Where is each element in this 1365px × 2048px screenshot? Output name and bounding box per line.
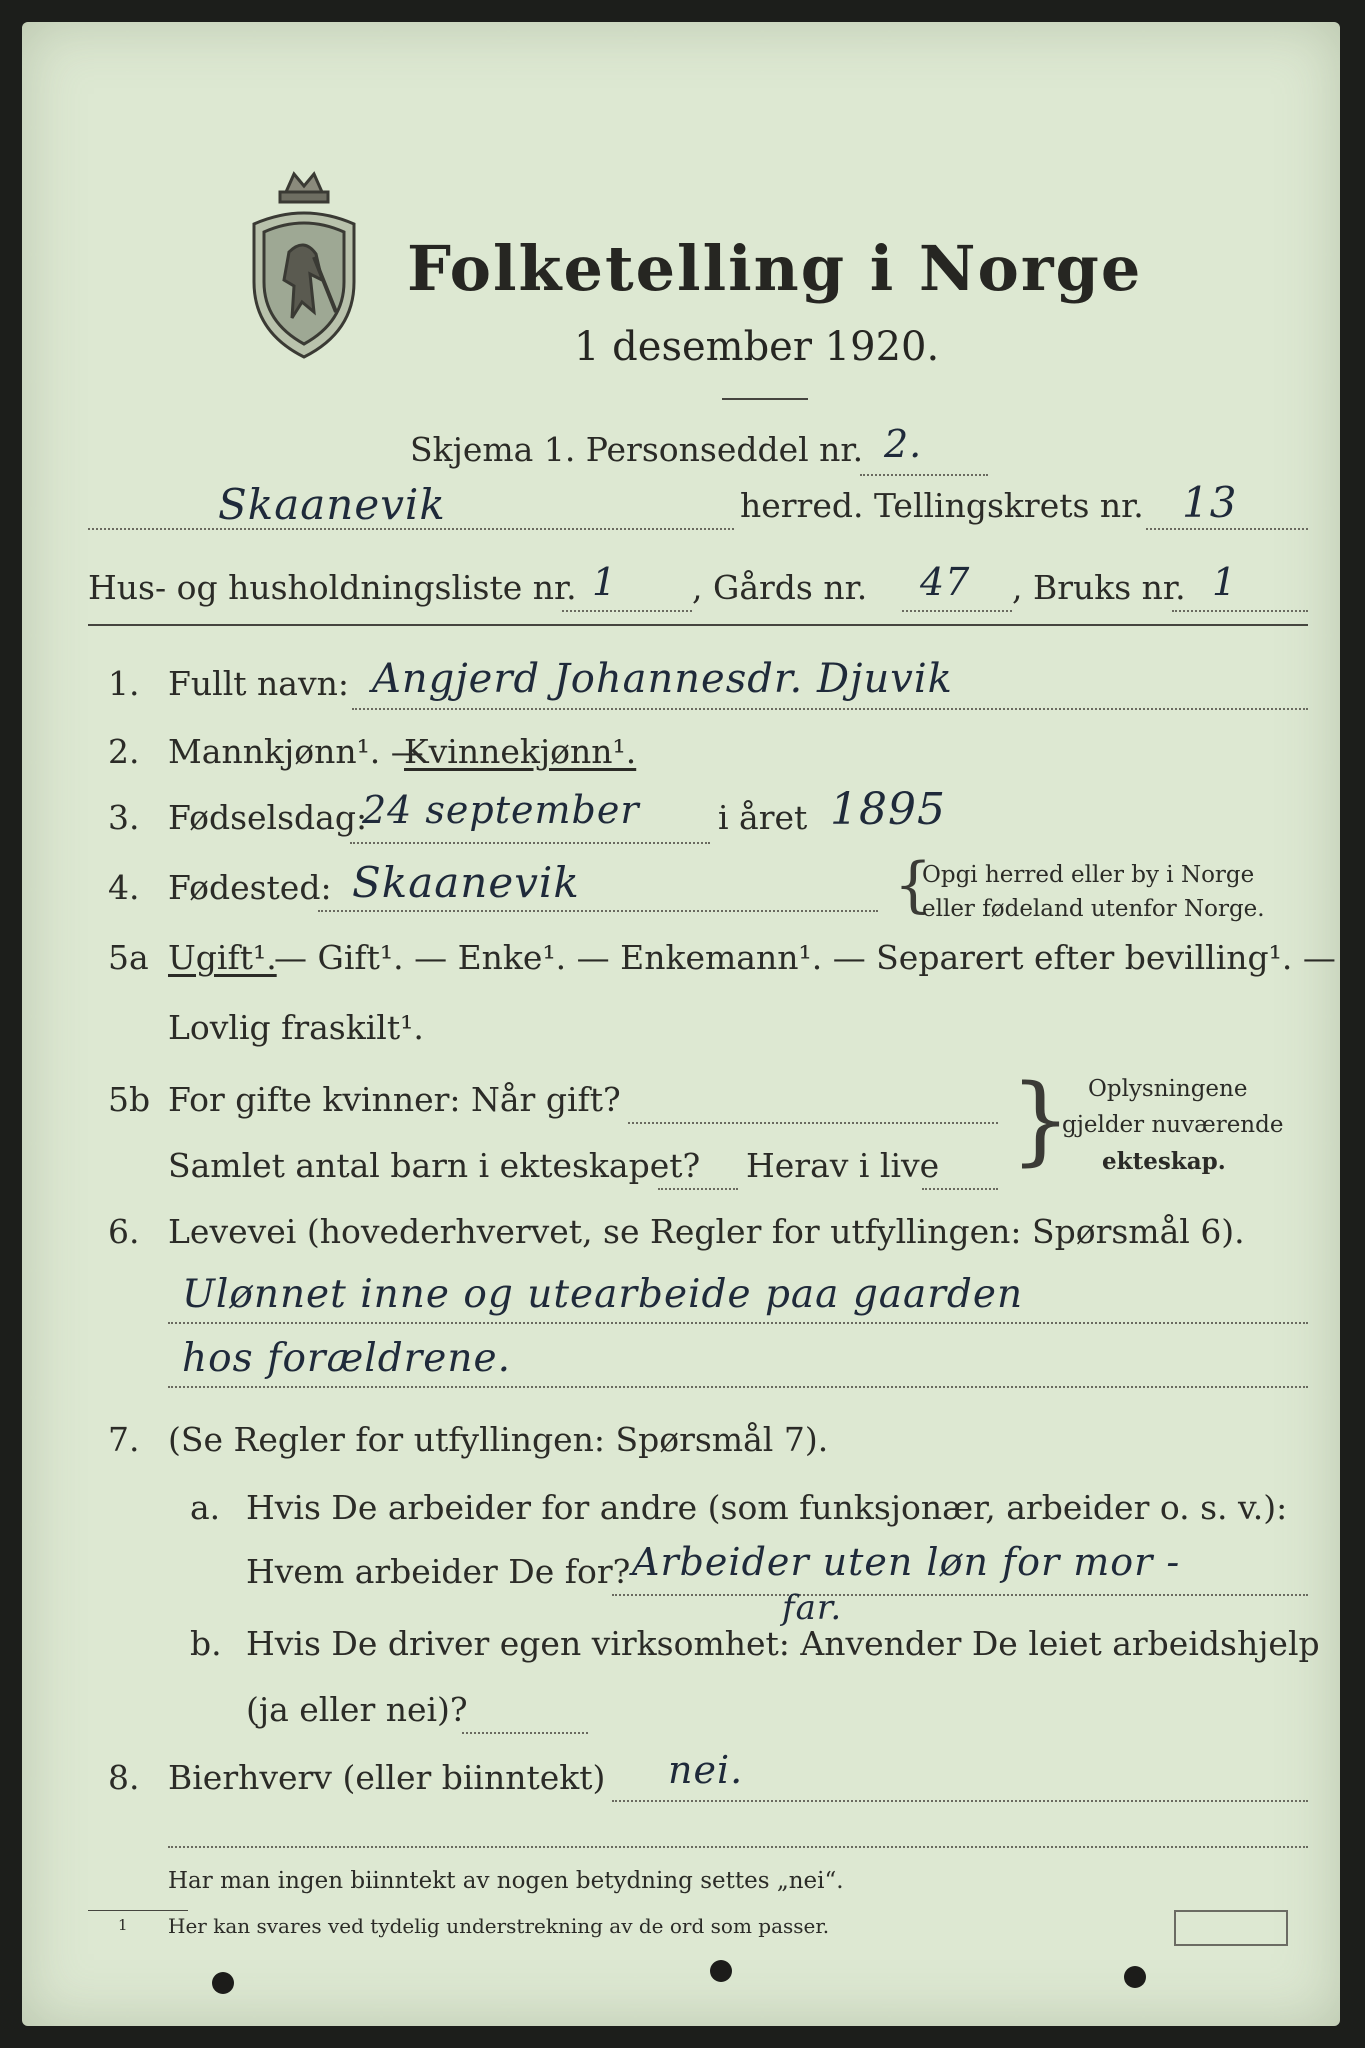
q2-female-underlined: Kvinnekjønn¹. — [404, 732, 637, 771]
q5a-options: — Gift¹. — Enke¹. — Enkemann¹. — Separert efter bevilling¹. — — [274, 938, 1336, 977]
printer-stamp — [1174, 1910, 1288, 1946]
census-form-sheet — [22, 22, 1340, 2026]
q8-label: Bierhverv (eller biinntekt) — [168, 1758, 606, 1797]
q8-number: 8. — [108, 1758, 140, 1797]
footnote-number: 1 — [118, 1916, 128, 1934]
census-date: 1 desember 1920. — [574, 324, 940, 370]
q7a-line2: Hvem arbeider De for? — [246, 1552, 631, 1591]
q8-line — [612, 1800, 1308, 1802]
full-name-value: Angjerd Johannesdr. Djuvik — [372, 656, 953, 702]
q4-number: 4. — [108, 868, 140, 907]
q4-label: Fødested: — [168, 868, 332, 907]
q7b-line — [462, 1732, 588, 1734]
q7a-letter: a. — [190, 1488, 221, 1527]
bleed-through-text — [442, 110, 450, 138]
q7a-line1: Hvis De arbeider for andre (som funksjonær, arbeider o. s. v.): — [246, 1488, 1288, 1527]
footnote-rule — [88, 1910, 188, 1911]
q6-number: 6. — [108, 1212, 140, 1251]
binder-hole-center — [710, 1960, 732, 1982]
schema-label: Skjema 1. Personseddel nr. — [410, 430, 864, 469]
q5b-number: 5b — [108, 1080, 151, 1119]
hus-value: 1 — [592, 560, 618, 604]
q5b-note-1: Oplysningene — [1088, 1076, 1248, 1102]
q5b-line1: For gifte kvinner: Når gift? — [168, 1080, 621, 1119]
q6-label: Levevei (hovederhvervet, se Regler for utfyllingen: Spørsmål 6). — [168, 1212, 1245, 1251]
q5a-number: 5a — [108, 938, 149, 977]
q5b-children-line — [658, 1188, 738, 1190]
q3-number: 3. — [108, 798, 140, 837]
bruks-value: 1 — [1212, 560, 1238, 604]
tellingskrets-line — [1146, 528, 1308, 530]
schema-value-line — [860, 474, 988, 476]
q3-label: Fødselsdag: — [168, 798, 368, 837]
q5b-line2b: Herav i live — [746, 1146, 940, 1185]
binder-hole-left — [212, 1972, 234, 1994]
q5b-when-line — [628, 1122, 998, 1124]
q7a-line — [612, 1594, 1308, 1596]
occupation-value-1: Ulønnet inne og utearbeide paa gaarden — [182, 1272, 1024, 1317]
gards-line — [902, 610, 1012, 612]
q4-brace: { — [894, 850, 933, 920]
q7b-letter: b. — [190, 1624, 222, 1663]
occupation-value-2: hos forældrene. — [182, 1336, 511, 1381]
side-income-value: nei. — [668, 1748, 744, 1792]
q7b-line1: Hvis De driver egen virksomhet: Anvender De leiet arbeidshjelp — [246, 1624, 1320, 1663]
gards-value: 47 — [920, 560, 971, 604]
personseddel-number: 2. — [884, 422, 923, 466]
binder-hole-right — [1124, 1966, 1146, 1988]
q2-male: Mannkjønn¹. — — [168, 732, 424, 771]
q4-note-1: Opgi herred eller by i Norge — [922, 862, 1255, 888]
birthplace-value: Skaanevik — [352, 858, 580, 907]
footer-note: Har man ingen biinntekt av nogen betydning settes „nei“. — [168, 1868, 844, 1894]
employer-value-2: far. — [782, 1588, 843, 1628]
hus-line — [562, 610, 692, 612]
q2-number: 2. — [108, 732, 140, 771]
footnote-text: Her kan svares ved tydelig understrekning av de ord som passer. — [168, 1914, 830, 1938]
q4-note-2: eller fødeland utenfor Norge. — [922, 896, 1265, 922]
q6-line-2 — [168, 1386, 1308, 1388]
section-divider — [88, 624, 1308, 626]
q7-label: (Se Regler for utfyllingen: Spørsmål 7). — [168, 1420, 829, 1459]
q5b-note-2: gjelder nuværende — [1062, 1112, 1284, 1138]
q1-line — [352, 708, 1308, 710]
q5b-alive-line — [922, 1188, 998, 1190]
hus-label: Hus- og husholdningsliste nr. — [88, 568, 577, 607]
birth-date-value: 24 september — [362, 788, 640, 832]
q8-extra-line — [168, 1846, 1308, 1848]
q7-number: 7. — [108, 1420, 140, 1459]
q5a-lovlig-fraskilt: Lovlig fraskilt¹. — [168, 1008, 424, 1047]
q6-line-1 — [168, 1322, 1308, 1324]
bruks-label: , Bruks nr. — [1012, 568, 1186, 607]
q5a-ugift-underlined: Ugift¹. — [168, 938, 277, 977]
q3-year-label: i året — [718, 798, 808, 837]
q3-line — [350, 842, 710, 844]
employer-value-1: Arbeider uten løn for mor - — [632, 1540, 1181, 1584]
q1-number: 1. — [108, 664, 140, 703]
q5b-line2: Samlet antal barn i ekteskapet? — [168, 1146, 701, 1185]
q1-label: Fullt navn: — [168, 664, 349, 703]
gards-label: , Gårds nr. — [692, 568, 868, 607]
herred-value: Skaanevik — [218, 480, 446, 529]
herred-label: herred. Tellingskrets nr. — [740, 486, 1144, 525]
title-divider — [722, 398, 808, 400]
coat-of-arms-icon — [244, 162, 364, 366]
tellingskrets-value: 13 — [1182, 478, 1238, 527]
q5b-note-3: ekteskap. — [1102, 1148, 1226, 1175]
bruks-line — [1172, 610, 1308, 612]
form-title: Folketelling i Norge — [407, 232, 1143, 305]
q7b-line2: (ja eller nei)? — [246, 1690, 468, 1729]
q5b-brace: } — [1010, 1064, 1072, 1176]
q4-line — [318, 910, 878, 912]
birth-year-value: 1895 — [830, 784, 946, 835]
